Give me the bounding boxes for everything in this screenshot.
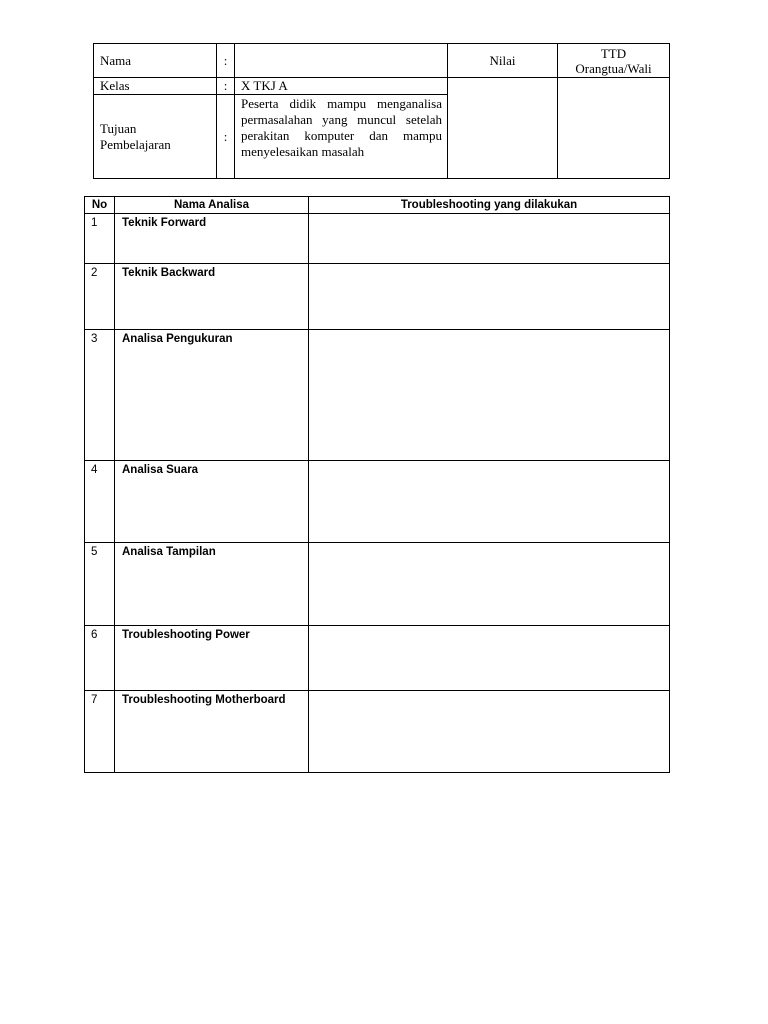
ttd-label-line2: Orangtua/Wali [575, 60, 652, 76]
troubleshooting-field[interactable] [309, 543, 670, 626]
row-number: 7 [85, 691, 115, 773]
row-number: 6 [85, 626, 115, 691]
table-row [85, 330, 670, 461]
row-number: 2 [85, 264, 115, 330]
troubleshooting-field[interactable] [309, 691, 670, 773]
analysis-name: Troubleshooting Motherboard [115, 691, 309, 773]
tujuan-label-line2: Pembelajaran [100, 136, 171, 152]
troubleshooting-field[interactable] [309, 264, 670, 330]
nama-field[interactable] [235, 44, 448, 78]
row-number: 5 [85, 543, 115, 626]
troubleshooting-field[interactable] [309, 626, 670, 691]
row-number: 1 [85, 214, 115, 264]
analysis-name: Analisa Tampilan [115, 543, 309, 626]
row-number: 4 [85, 461, 115, 543]
troubleshooting-field[interactable] [309, 461, 670, 543]
ttd-signature-box[interactable] [558, 78, 670, 179]
nama-label: Nama [94, 44, 217, 78]
row-number: 3 [85, 330, 115, 461]
column-header-nama-analisa: Nama Analisa [115, 197, 309, 214]
troubleshooting-field[interactable] [309, 214, 670, 264]
table-row [85, 461, 670, 543]
analysis-name: Analisa Suara [115, 461, 309, 543]
nama-colon: : [217, 44, 235, 78]
troubleshooting-field[interactable] [309, 330, 670, 461]
table-row [85, 691, 670, 773]
table-row [85, 626, 670, 691]
analysis-name: Troubleshooting Power [115, 626, 309, 691]
ttd-label [558, 44, 670, 78]
ttd-label-line1: TTD [600, 45, 627, 61]
tujuan-label [94, 95, 217, 179]
kelas-field[interactable]: X TKJ A [235, 78, 448, 95]
table-row [85, 264, 670, 330]
analysis-name: Analisa Pengukuran [115, 330, 309, 461]
analysis-name: Teknik Forward [115, 214, 309, 264]
kelas-colon: : [217, 78, 235, 95]
column-header-no: No [85, 197, 115, 214]
analysis-name: Teknik Backward [115, 264, 309, 330]
column-header-troubleshooting: Troubleshooting yang dilakukan [309, 197, 670, 214]
table-row [85, 543, 670, 626]
tujuan-label-line1: Tujuan [100, 120, 137, 136]
tujuan-text: Peserta didik mampu menganalisa permasalahan yang muncul setelah perakitan komputer dan mampu menyelesaikan masalah [235, 95, 448, 179]
table-row [85, 214, 670, 264]
tujuan-colon: : [217, 95, 235, 179]
nilai-box[interactable] [448, 78, 558, 179]
identity-table [93, 43, 670, 179]
kelas-label: Kelas [94, 78, 217, 95]
analysis-table [84, 196, 670, 773]
nilai-label: Nilai [448, 44, 558, 78]
